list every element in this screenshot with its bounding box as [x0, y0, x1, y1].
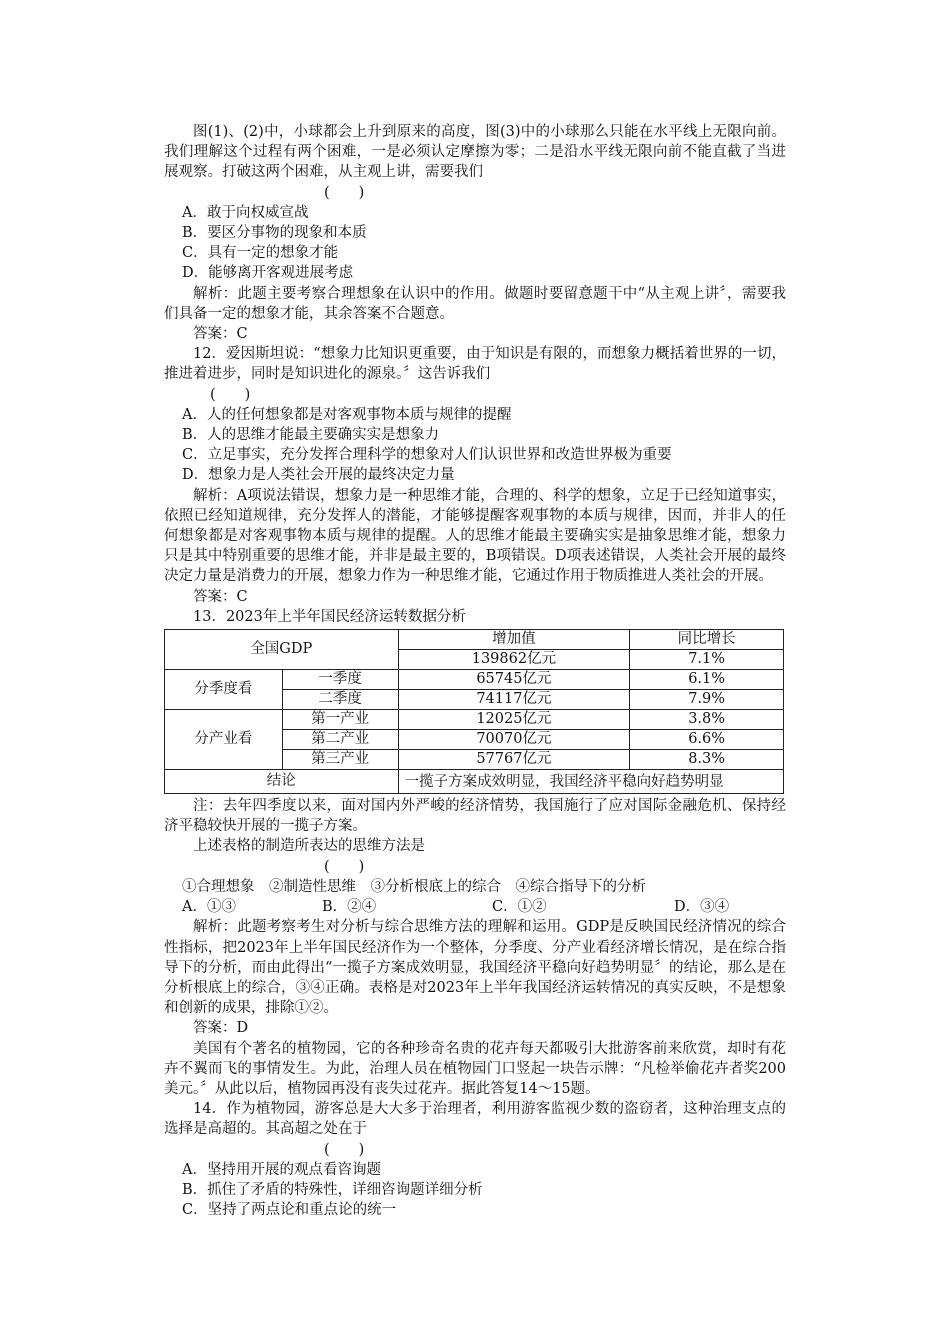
- document-page: [164, 122, 786, 1220]
- quarter-value-cell: 65745亿元: [398, 670, 630, 690]
- industry-name-cell: 第二产业: [282, 730, 398, 750]
- quarter-name-cell: 一季度: [282, 670, 398, 690]
- q13-title: 13．2023年上半年国民经济运转数据分析: [193, 608, 466, 625]
- q12-stem: 12．爱因斯坦说：“想象力比知识更重要，由于知识是有限的，而想象力概括着世界的一切，推进着进步，同时是知识进化的源泉。〞这告诉我们: [164, 346, 786, 383]
- gdp-value-cell: 139862亿元: [398, 650, 630, 670]
- industry-growth-cell: 3.8%: [630, 710, 784, 730]
- q13-choice-a: A．①③: [182, 899, 236, 916]
- gdp-data-table: [164, 629, 784, 794]
- q11-option-c: C．具有一定的想象才能: [182, 245, 339, 262]
- q14-option-a: A．坚持用开展的观点看咨询题: [182, 1161, 381, 1178]
- q13-stem: 上述表格的制造所表达的思维方法是: [193, 838, 425, 855]
- industry-group-cell: 分产业看: [165, 710, 283, 770]
- table-row: [165, 670, 784, 690]
- quarter-value-cell: 74117亿元: [398, 690, 630, 710]
- industry-name-cell: 第一产业: [282, 710, 398, 730]
- q12-option-b: B．人的思维才能最主要确实实是想象力: [182, 427, 440, 444]
- conclusion-text-cell: 一揽子方案成效明显，我国经济平稳向好趋势明显: [398, 770, 783, 794]
- industry-value-cell: 12025亿元: [398, 710, 630, 730]
- industry-growth-cell: 6.6%: [630, 730, 784, 750]
- q12-analysis: 解析：A项说法错误，想象力是一种思维才能，合理的、科学的想象，立足于已经知道事实，依照已经知道规律，充分发挥人的潜能，才能够提醒客观事物的本质与规律，因而，并非人的任何想象都是对客观事物本质与规律的提醒。人的思维才能最主要确实实是抽象思维才能，想象力只是其中特别重要的思维才能，并非是最主要的，B项错误。D项表述错误，人类社会开展的最终决定力量是消费力的开展，想象力作为一种思维才能，它通过作用于物质推进人类社会的开展。: [164, 487, 786, 585]
- gdp-growth-cell: 7.1%: [630, 650, 784, 670]
- industry-name-cell: 第三产业: [282, 750, 398, 770]
- q11-answer: 答案：C: [193, 326, 248, 343]
- q11-analysis: 解析：此题主要考察合理想象在认识中的作用。做题时要留意题干中“从主观上讲〞，需要我们具备一定的想象才能，其余答案不合题意。: [164, 285, 786, 322]
- quarter-group-cell: 分季度看: [165, 670, 283, 710]
- quarter-name-cell: 二季度: [282, 690, 398, 710]
- q12-option-c: C．立足事实，充分发挥合理科学的想象对人们认识世界和改造世界极为重要: [182, 447, 672, 464]
- q14-stem: 14．作为植物园，游客总是大大多于治理者，利用游客监视少数的盗窃者，这种治理支点的选择是高超的。其高超之处在于: [164, 1101, 786, 1138]
- table-row: [165, 630, 784, 650]
- q12-blank: ( ): [210, 386, 251, 403]
- q12-option-d: D．想象力是人类社会开展的最终决定力量: [182, 467, 455, 484]
- quarter-growth-cell: 6.1%: [630, 670, 784, 690]
- q12-option-a: A．人的任何想象都是对客观事物本质与规律的提醒: [182, 406, 512, 423]
- q13-choice-d: D．③④: [674, 899, 730, 916]
- q14-option-b: B．抓住了矛盾的特殊性，详细咨询题详细分析: [182, 1181, 483, 1198]
- table-row: [165, 770, 784, 794]
- table-row: [165, 710, 784, 730]
- header-growth: 同比增长: [630, 630, 784, 650]
- gdp-label-cell: 全国GDP: [165, 630, 399, 670]
- conclusion-label-cell: 结论: [165, 770, 399, 794]
- q12-answer: 答案：C: [193, 588, 248, 605]
- q13-choices: [164, 897, 786, 917]
- q11-blank: ( ): [324, 184, 365, 201]
- q13-blank: ( ): [324, 858, 365, 875]
- q13-analysis: 解析：此题考察考生对分析与综合思维方法的理解和运用。GDP是反映国民经济情况的综合性指标，把2023年上半年国民经济作为一个整体，分季度、分产业看经济增长情况，是在综合指导下的分析，而由此得出“一揽子方案成效明显，我国经济平稳向好趋势明显〞的结论，那么是在分析根底上的综合，③④正确。表格是对2023年上半年我国经济运转情况的真实反映，不是想象和创新的成果，排除①②。: [164, 919, 786, 1017]
- industry-growth-cell: 8.3%: [630, 750, 784, 770]
- q13-note: 注：去年四季度以来，面对国内外严峻的经济情势，我国施行了应对国际金融危机、保持经济平稳较快开展的一揽子方案。: [164, 798, 786, 835]
- industry-value-cell: 70070亿元: [398, 730, 630, 750]
- q13-choice-b: B．②④: [322, 899, 377, 916]
- q13-items: ①合理想象 ②制造性思维 ③分析根底上的综合 ④综合指导下的分析: [182, 878, 646, 895]
- q13-choice-c: C．①②: [492, 899, 547, 916]
- q11-stem: 图(1)、(2)中，小球都会上升到原来的高度，图(3)中的小球那么只能在水平线上无限向前。我们理解这个过程有两个困难，一是必须认定摩擦为零；二是沿水平线无限向前不能直截了当进展观察。打破这两个困难，从主观上讲，需要我们: [164, 124, 786, 181]
- q11-option-d: D．能够离开客观进展考虑: [182, 265, 354, 282]
- quarter-growth-cell: 7.9%: [630, 690, 784, 710]
- q14-blank: ( ): [324, 1141, 365, 1158]
- q11-option-b: B．要区分事物的现象和本质: [182, 225, 367, 242]
- header-increase: 增加值: [398, 630, 630, 650]
- reading-passage: 美国有个著名的植物园，它的各种珍奇名贵的花卉每天都吸引大批游客前来欣赏，却时有花卉不翼而飞的事情发生。为此，治理人员在植物园门口竖起一块告示牌：“凡检举偷花卉者奖200美元。〞从此以后，植物园再没有丧失过花卉。据此答复14～15题。: [164, 1040, 786, 1097]
- q13-answer: 答案：D: [193, 1020, 249, 1037]
- industry-value-cell: 57767亿元: [398, 750, 630, 770]
- q11-option-a: A．敢于向权威宣战: [182, 204, 309, 221]
- q14-option-c: C．坚持了两点论和重点论的统一: [182, 1202, 397, 1219]
